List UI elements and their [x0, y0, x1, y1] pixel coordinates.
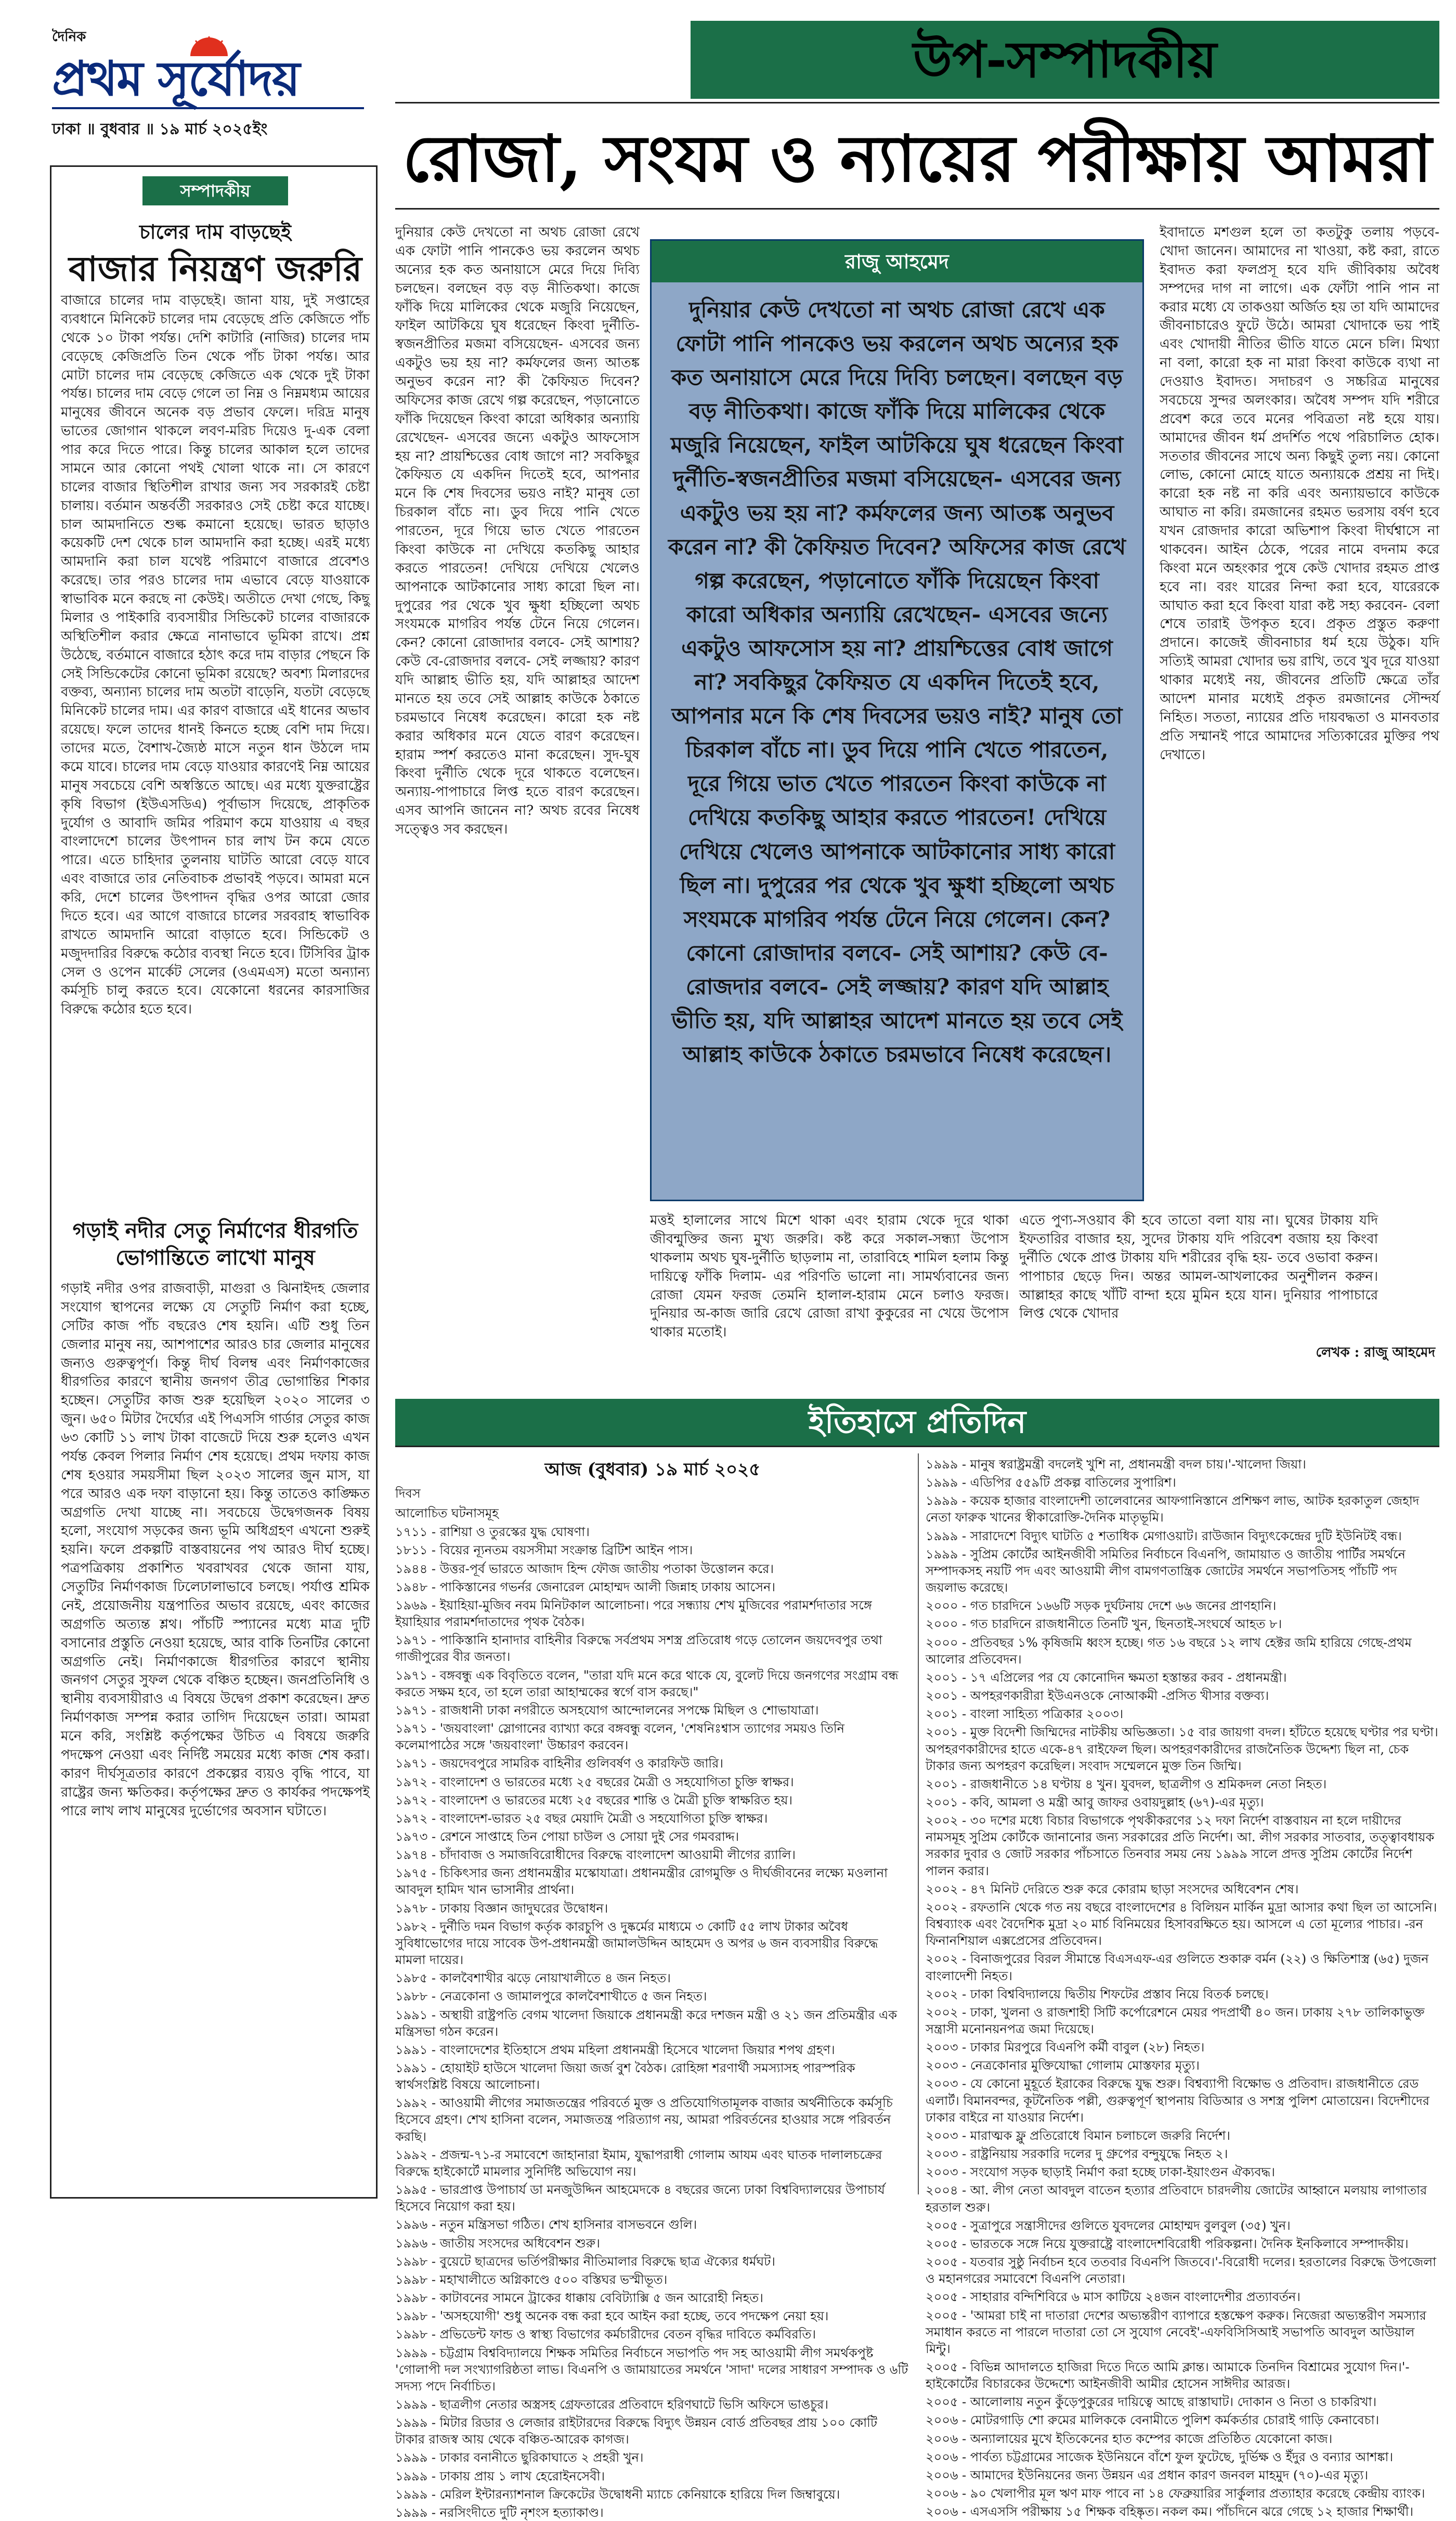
history-entry: ১৯৯৯ - মেরিল ইন্টারন্যাশনাল ক্রিকেটের উদ্বোধনী ম্যাচে কেনিয়াকে হারিয়ে দিল জিম্বাবুয়ে।	[395, 2487, 840, 2502]
history-entry: ১৯৯৯ - ঢাকায় প্রায় ১ লাখ হেরোইনসেবী।	[395, 2468, 605, 2484]
history-entry: ১৯৯২ - আওয়ামী লীগের সমাজতন্ত্রের পরিবর্তে মুক্ত ও প্রতিযোগিতামূলক বাজার অর্থনীতিকে কর্মসূচি হিসেবে গ্রহণ। শেখ হাসিনা বলেন, সমাজতন্ত্র পরিত্যাগ নয়, আমরা পরিবর্তনের হাওয়ার সঙ্গে পরিবর্তন করছি।	[395, 2096, 893, 2144]
divider	[395, 102, 1439, 103]
history-entry: ২০০২ - বিনাজপুরের বিরল সীমান্তে বিএসএফ-এর গুলিতে শুকারু বর্মন (২২) ও ক্ষিতিশাস্ত্র (৬৫) দুজন বাংলাদেশী নিহত।	[926, 1952, 1429, 1983]
history-entry: ১৯৭৪ - চাঁদাবাজ ও সমাজবিরোধীদের বিরুদ্ধে বাংলাদেশ আওয়ামী লীগের র‍্যালি।	[395, 1848, 796, 1863]
history-entry: ১৯৬৯ - ইয়াহিয়া-মুজিব নবম মিনিটকাল আলোচনা। পরে সন্ধ্যায় শেখ মুজিবের পরামর্শদাতার সঙ্গে ইয়াহিয়ার পরামর্শদাতাদের পৃথক বৈঠক।	[395, 1597, 872, 1630]
second-editorial-headline: গড়াই নদীর সেতু নির্মাণের ধীরগতি ভোগান্তিতে লাখো মানুষ	[72, 1218, 358, 1270]
history-entry: ১৯৯৫ - ভারপ্রাপ্ত উপাচার্য ডা মনজুউদ্দিন আহমেদকে ৪ বছরের জন্যে ঢাকা বিশ্ববিদ্যালয়ের উপাচার্য হিসেবে নিয়োগ করা হয়।	[395, 2182, 885, 2214]
editorial-box	[50, 165, 378, 2199]
history-entry: ১৯৪৪ - উত্তর-পূর্ব ভারতে আজাদ হিন্দ ফৌজ জাতীয় পতাকা উত্তোলন করে।	[395, 1561, 774, 1576]
history-entry: ২০০৩ - সংযোগ সড়ক ছাড়াই নির্মাণ করা হচ্ছে ঢাকা-ইয়াংগুন ঐক্যবদ্ধ।	[926, 2165, 1275, 2180]
history-entry: ১৭১১ - রাশিয়া ও তুরস্কের যুদ্ধ ঘোষণা।	[395, 1525, 590, 1540]
byline: রাজু আহমেদ	[652, 241, 1142, 282]
history-list	[926, 1456, 1439, 2520]
history-entry: ২০০৬ - মোটরগাড়ি শো রুমের মালিককে বেনামীতে পুলিশ কর্মকর্তার চোরাই গাড়ি কেনাবেচা।	[926, 2413, 1380, 2428]
history-entry: ১৯৯৯ - মিটার রিডার ও লেজার রাইটারদের বিরুদ্ধে বিদ্যুৎ উন্নয়ন বোর্ড প্রতিবছর প্রায় ১০০ কোটি টাকার রাজস্ব আয় থেকে বঞ্চিত-আরেক কাগজ।	[395, 2415, 877, 2447]
history-column-1	[395, 1482, 910, 2520]
brand-name: প্রথম সূর্যোদয়	[52, 50, 300, 107]
history-entry: ১৯৯৯ - ছাত্রলীগ নেতার অস্ত্রসহ গ্রেফতারের প্রতিবাদে হরিণঘাটে ভিসি অফিসে ভাঙচুর।	[395, 2397, 828, 2412]
article-column-2-text: মত্তই হালালের সাথে মিশে থাকা এবং হারাম থেকে দূরে থাকা জীবন্মুক্তির জন্য মুখ্য জরুরি। কষ্ট করে সকাল-সন্ধ্যা উপোস থাকলাম অথচ ঘুষ-দুর্নীতি ছাড়লাম না, তারাবিহে শামিল হলাম কিন্তু দায়িত্বে ফাঁকি দিলাম- এর পরিণতি ভালো না। সামর্থ্যবানের জন্য রোজা যেমন ফরজ তেমনি হালাল-হারাম মেনে চলাও ফরজ। দুনিয়ার অ-কাজ জারি রেখে রোজা রাখা কুকুরের না খেয়ে উপোস থাকার মতোই।	[650, 1213, 1009, 1341]
sub-editorial-banner	[691, 21, 1439, 99]
history-entry: ২০০৬ - আমাদের ইউনিয়নের জন্য উন্নয়ন এর প্রধান কারণ জনবল মাহমুদ (৭০)-এর মৃত্যু।	[926, 2467, 1368, 2483]
history-entry: ২০০৩ - ঢাকার মিরপুরে বিএনপি কর্মী বাবুল (২৮) নিহত।	[926, 2040, 1205, 2055]
divider	[395, 208, 1439, 210]
history-entry: ২০০৩ - নেত্রকোনার মুক্তিযোদ্ধা গোলাম মোস্তফার মৃত্যু।	[926, 2058, 1200, 2073]
history-entry: ২০০২ - ৩০ দশের মধ্যে বিচার বিভাগকে পৃথকীকরণের ১২ দফা নির্দেশ বাস্তবায়ন না হলে দায়ীদের নামসমূহ সুপ্রিম কোর্টকে জানানোর জন্য সরকারের প্রতি নির্দেশ। আ. লীগ সরকার সাতবার, তত্ত্বাবধায়ক সরকার দুবার ও জোট সরকার পাঁচসাতে তিনবার সময় নেয় ১৯৯৯ সালে প্রদত্ত সুপ্রিম কোর্টের নির্দেশ পালন করার।	[926, 1813, 1435, 1878]
history-column-2	[926, 1456, 1439, 2519]
article-column-4	[1160, 224, 1439, 1196]
history-entry: ১৯৯৯ - নরসিংদীতে দুটি নৃশংস হত্যাকাণ্ড।	[395, 2505, 604, 2520]
history-date: আজ (বুধবার) ১৯ মার্চ ২০২৫	[544, 1459, 761, 1480]
history-entry: ১৯৯৯ - চট্টগ্রাম বিশ্ববিদ্যালয়ে শিক্ষক সমিতির নির্বাচনে সভাপতি পদ সহ আওয়ামী লীগ সমর্থকপুষ্ট 'গোলাপী দল সংখ্যাগরিষ্ঠতা লাভ। বিএনপি ও জামায়াতের সমর্থনে 'সাদা' দলের সাধারণ সম্পাদক ও ৬টি সদস্য পদে নির্বাচিত।	[395, 2345, 908, 2394]
history-entry: ২০০৫ - যতবার সুষ্ঠু নির্বাচন হবে ততবার বিএনপি জিতবে।'-বিরোধী দলের। হরতালের বিরুদ্ধে উপজেলা ও মহানগরের সমাবেশে বিএনপি নেতারা।	[926, 2255, 1437, 2286]
editorial-badge: সম্পাদকীয়	[142, 176, 288, 205]
masthead	[52, 21, 364, 151]
brand-daily: দৈনিক	[52, 29, 86, 45]
history-entry: ২০০০ - গত চারদিনে ১৬৬টি সড়ক দুর্ঘটনায় দেশে ৬৬ জনের প্রাণহানি।	[926, 1599, 1277, 1614]
history-entry: ১৯৯৮ - কাটাবনের সামনে ট্রাকের ধাক্কায় বেবিট্যাক্সি ৫ জন আরোহী নিহত।	[395, 2291, 763, 2306]
history-entry: ১৯৭৫ - চিকিৎসার জন্য প্রধানমন্ত্রীর মস্কোযাত্রা। প্রধানমন্ত্রীর রোগমুক্তি ও দীর্ঘজীবনের লক্ষ্যে মওলানা আবদুল হামিদ খান ভাসানীর প্রার্থনা।	[395, 1866, 888, 1898]
pull-quote-text: দুনিয়ার কেউ দেখতো না অথচ রোজা রেখে এক ফোটা পানি পানকেও ভয় করলেন অথচ অন্যের হক কত অনায়াসে মেরে দিয়ে দিব্যি চলছেন। বলছেন বড় বড় নীতিকথা। কাজে ফাঁকি দিয়ে মালিকের থেকে মজুরি নিয়েছেন, ফাইল আটকিয়ে ঘুষ ধরেছেন কিংবা দুর্নীতি-স্বজনপ্রীতির মজমা বসিয়েছেন- এসবের জন্য একটুও ভয় হয় না? কর্মফলের জন্য আতঙ্ক অনুভব করেন না? কী কৈফিয়ত দিবেন? অফিসের কাজ রেখে গল্প করেছেন, পড়ানোতে ফাঁকি দিয়েছেন কিংবা কারো অধিকার অন্যায়ি রেখেছেন- এসবের জন্যে একটুও আফসোস হয় না? প্রায়শ্চিত্তের বোধ জাগে না? সবকিছুর কৈফিয়ত যে একদিন দিতেই হবে, আপনার মনে কি শেষ দিবসের ভয়ও নাই? মানুষ তো চিরকাল বাঁচে না। ডুব দিয়ে পানি খেতে পারতেন, দূরে গিয়ে ভাত খেতে পারতেন কিংবা কাউকে না দেখিয়ে কতকিছু আহার করতে পারতেন! দেখিয়ে দেখিয়ে খেলেও আপনাকে আটকানোর সাধ্য কারো ছিল না। দুপুরের পর থেকে খুব ক্ষুধা হচ্ছিলো অথচ সংযমকে মাগরিব পর্যন্ত টেনে নিয়ে গেলেন। কেন? কোনো রোজাদার বলবে- সেই আশায়? কেউ বে-রোজদার বলবে- সেই লজ্জায়? কারণ যদি আল্লাহ ভীতি হয়, যদি আল্লাহর আদেশ মানতে হয় তবে সেই আল্লাহ কাউকে ঠকাতে চরমভাবে নিষেধ করেছেন।	[668, 297, 1126, 1068]
history-section-label: আলোচিত ঘটনাসমূহ	[395, 1506, 499, 1521]
history-entry: ২০০৬ - এসএসসি পরীক্ষায় ১৫ শিক্ষক বহিষ্কৃত। নকল কম। পাঁচদিনে ঝরে গেছে ১২ হাজার শিক্ষার্থী।	[926, 2504, 1413, 2519]
history-entry: ১৯৯৮ - মহাখালীতে অগ্নিকাণ্ডে ৫০০ বস্তিঘর ভস্মীভূত।	[395, 2272, 668, 2287]
history-entry: ২০০১ - বাংলা সাহিত্য পত্রিকার ২০০৩।	[926, 1707, 1124, 1722]
history-entry: ১৯৭১ - বঙ্গবন্ধু এক বিবৃতিতে বলেন, "তারা যদি মনে করে থাকে যে, বুলেট দিয়ে জনগণের সংগ্রাম বন্ধ করতে সক্ষম হবে, তা হলে তারা আহাম্মকের স্বর্গে বাস করছে।"	[395, 1668, 899, 1699]
history-entry: ১৯৯৯ - কয়েক হাজার বাংলাদেশী তালেবানের আফগানিস্তানে প্রশিক্ষণ লাভ, আটক হরকাতুল জেহাদ নেতা ফারুক খানের স্বীকারোক্তি-দৈনিক মাতৃভূমি।	[926, 1493, 1420, 1525]
history-list	[395, 1524, 910, 2521]
history-entry: ১৯৭১ - জয়দেবপুরে সামরিক বাহিনীর গুলিবর্ষণ ও কারফিউ জারি।	[395, 1756, 723, 1771]
history-entry: ১৯৯৮ - বুয়েটে ছাত্রদের ভর্তিপরীক্ষার নীতিমালার বিরুদ্ধে ছাত্র ঐক্যের ধর্মঘট।	[395, 2254, 775, 2269]
history-entry: ১৯৯৯ - মানুষ স্বরাষ্ট্রমন্ত্রী বদলেই খুশি না, প্রধানমন্ত্রী বদল চায়।'-খালেদা জিয়া।	[926, 1457, 1306, 1472]
history-entry: ১৯৮৫ - কালবৈশাখীর ঝড়ে নোয়াখালীতে ৪ জন নিহত।	[395, 1971, 671, 1986]
history-entry: ১৯৮২ - দুর্নীতি দমন বিভাগ কর্তৃক কারচুপি ও দুষ্কর্মের মাধ্যমে ৩ কোটি ৫৫ লাখ টাকার অবৈধ সুবিধাভোগের দায়ে সাবেক উপ-প্রধানমন্ত্রী জামালউদ্দিন আহমেদ ও অপর ৬ জন ব্যবসায়ীর বিরুদ্ধে মামলা দায়ের।	[395, 1919, 878, 1968]
second-editorial-body	[61, 1280, 370, 2187]
article-column-3-text: এতে পুণ্য-সওয়াব কী হবে তাতো বলা যায় না। ঘুষের টাকায় যদি ইফতারির বাজার হয়, সুদের টাকায় যদি পরিবেশ বজায় হয় কিংবা দুর্নীতি থেকে প্রাপ্ত টাকায় যদি শরীরের বৃদ্ধি হয়- তবে ওভাবা করুন। পাপাচার ছেড়ে দিন। অন্তর আমল-আখলাকের অনুশীলন করুন। আল্লাহর কাছে খাঁটি বান্দা হয়ে মুমিন হয়ে যান। দুনিয়ার পাপাচারে লিপ্ত থেকে খোদার	[1019, 1213, 1378, 1322]
history-entry: ২০০৩ - রাষ্ট্রনিয়ায় সরকারি দলের দু গ্রুপের বন্দুযুদ্ধে নিহত ২।	[926, 2147, 1228, 2162]
history-entry: ১৯৯১ - বাংলাদেশের ইতিহাসে প্রথম মহিলা প্রধানমন্ত্রী হিসেবে খালেদা জিয়ার শপথ গ্রহণ।	[395, 2042, 835, 2057]
editorial-body-text: বাজারে চালের দাম বাড়ছেই। জানা যায়, দুই সপ্তাহের ব্যবধানে মিনিকেট চালের দাম বেড়েছে প্রতি কেজিতে পাঁচ থেকে ১০ টাকা পর্যন্ত। দেশি কাটারি (নাজির) চালের দাম বেড়েছে কেজিপ্রতি তিন থেকে পাঁচ টাকা পর্যন্ত। আর মোটা চালের দাম বেড়েছে কেজিতে এক থেকে দুই টাকা পর্যন্ত। চালের দাম বেড়ে গেলে তা নিম্ন ও নিম্নমধ্যম আয়ের মানুষের জীবনে অনেক বড় প্রভাব ফেলে। দরিদ্র মানুষ ভাতের জোগান থাকলে লবণ-মরিচ দিয়েও দু-এক বেলা পার করে দিতে পারে। কিন্তু চালের আকাল হলে তাদের সামনে আর কোনো পথই খোলা থাকে না। সে কারণে চালের বাজার স্থিতিশীল রাখার জন্য সব সরকারই চেষ্টা চালায়। বর্তমান অন্তর্বর্তী সরকারও সেই চেষ্টা করে যাচ্ছে। চাল আমদানিতে শুল্ক কমানো হয়েছে। ভারত ছাড়াও কয়েকটি দেশ থেকে চাল আমদানি করা হচ্ছে। এরই মধ্যে আমদানি করা চাল যথেষ্ট পরিমাণে বাজারে প্রবেশও করেছে। তার পরও চালের দাম এভাবে বেড়ে যাওয়াকে স্বাভাবিক মনে করছে না কেউই। অতীতে দেখা গেছে, কিছু মিলার ও পাইকারি ব্যবসায়ীর সিন্ডিকেট চালের বাজারকে অস্থিতিশীল করার ক্ষেত্রে নানাভাবে ভূমিকা রাখে। প্রশ্ন উঠেছে, বর্তমানে বাজারে হঠাৎ করে দাম বাড়ার পেছনে কি সেই সিন্ডিকেটের কোনো ভূমিকা রয়েছে? অবশ্য মিলারদের বক্তব্য, অন্যান্য চালের দাম অতটা বাড়েনি, যতটা বেড়েছে মিনিকেট চালের দাম। এর কারণ বাজারে এই ধানের অভাব রয়েছে। ফলে তাদের ধানই কিনতে হচ্ছে বেশি দাম দিয়ে। তাদের মতে, বৈশাখ-জ্যৈষ্ঠ মাসে নতুন ধান উঠলে দাম কমে যাবে। চালের দাম বেড়ে যাওয়ার কারণেই নিম্ন আয়ের মানুষ সবচেয়ে বেশি অস্বস্তিতে আছে। এর মধ্যে যুক্তরাষ্ট্রের কৃষি বিভাগ (ইউএসডিএ) পূর্বাভাস দিয়েছে, প্রাকৃতিক দুর্যোগ ও আবাদি জমির পরিমাণ কমে যাওয়ায় এ বছর বাংলাদেশে চালের উৎপাদন চার লাখ টন কমে যেতে পারে। এতে চাহিদার তুলনায় ঘাটতি আরো বেড়ে যাবে এবং বাজারে তার নেতিবাচক প্রভাবই পড়বে। আমরা মনে করি, দেশে চালের উৎপাদন বৃদ্ধির ওপর আরো জোর দিতে হবে। এর আগে বাজারে চালের সরবরাহ স্বাভাবিক রাখতে আমদানি আরো বাড়াতে হবে। সিন্ডিকেট ও মজুদদারির বিরুদ্ধে কঠোর ব্যবস্থা নিতে হবে। টিসিবির ট্রাক সেল ও ওপেন মার্কেট সেলের (ওএমএস) মতো অন্যান্য কর্মসূচি চালু করতে হবে। যেকোনো ধরনের কারসাজির বিরুদ্ধে কঠোর হতে হবে।	[61, 293, 370, 1018]
history-entry: ২০০৫ - ভারতকে সঙ্গে নিয়ে যুক্তরাষ্ট্রে বাংলাদেশবিরোধী পরিকল্পনা। দৈনিক ইনকিলাবে সম্পাদকীয়।	[926, 2236, 1409, 2251]
history-entry: ১৯৯৯ - এডিপির ৫৫৯টি প্রকল্প বাতিলের সুপারিশ।	[926, 1475, 1176, 1490]
sub-editorial-banner-text: উপ-সম্পাদকীয়	[913, 30, 1217, 89]
history-entry: ১৯৯২ - প্রজন্ম-৭১-র সমাবেশে জাহানারা ইমাম, যুদ্ধাপরাধী গোলাম আযম এবং ঘাতক দালালচক্রের বিরুদ্ধে হাইকোর্টে মামলার সুনির্দিষ্ট অভিযোগ নয়।	[395, 2147, 882, 2179]
history-entry: ১৯৯৮ - 'অসহযোগী' শুধু অনেক বন্ধ করা হবে আইন করা হচ্ছে, তবে পদক্ষেপ নেয়া হয়।	[395, 2309, 829, 2324]
history-section-label: দিবস	[395, 1486, 421, 1501]
article-column-4-text: ইবাদাতে মশগুল হলে তা কতটুকু তলায় পড়বে- খোদা জানেন। আমাদের না খাওয়া, কষ্ট করা, রাতে ইবাদত করা ফলপ্রসূ হবে যদি জীবিকায় অবৈধ সম্পদের দাগ না লাগে। এক ফোঁটা পানি পান না করার মধ্যে যে তাকওয়া অর্জিত হয় তা যদি আমাদের জীবনাচারেও ফুটে উঠে। আমরা খোদাকে ভয় পাই এবং খোদায়ী নীতির ভীতি যাতে মেনে চলি। মিথ্যা না বলা, কারো হক না মারা কিংবা কাউকে ব্যথা না দেওয়াও ইবাদত। সদাচরণ ও সচ্চরিত্র মানুষের সবচেয়ে সুন্দর অলংকার। অবৈধ সম্পদ যদি শরীরে প্রবেশ করে তবে মনের পবিত্রতা নষ্ট হয়ে যায়। আমাদের জীবন ধর্ম প্রদর্শিত পথে পরিচালিত হোক। সততার জীবনের সাথে অন্য কিছুই তুল্য নয়। কোনো লোভ, কোনো মোহে যাতে অন্যায়কে প্রশ্রয় না দিই। কারো হক নষ্ট না করি এবং অন্যায়ভাবে কাউকে আঘাত না করি। রমজানের রহমত ভরসায় বর্ষণ হবে যখন রোজদার কারো অভিশাপ কিংবা দীর্ঘশ্বাসে না থাকবেন। আইন ঠেকে, পরের নামে বদনাম করে কিংবা মনে অহংকার পুষে কেউ খোদার রহমত প্রাপ্ত হবে না। বরং যারের নিন্দা করা হবে, যারেরকে আঘাত করা হবে কিংবা যারা কষ্ট সহ্য করবেন- বেলা শেষে তারাই উপকৃত হবে। প্রকৃত প্রস্তুত করুণা প্রদানে। কাজেই জীবনাচার ধর্ম হয়ে উঠুক। যদি সত্যিই আমরা খোদার ভয় রাখি, তবে খুব দূরে যাওয়া থাকার মধ্যেই নয়, জীবনের প্রতিটি ক্ষেত্রে তাঁর আদেশ মানার মধ্যেই প্রকৃত রমজানের সৌন্দর্য নিহিত। সততা, ন্যায়ের প্রতি দায়বদ্ধতা ও মানবতার প্রতি সম্মানই পারে আমাদের সত্যিকারের মুক্তির পথ দেখাতে।	[1160, 225, 1439, 763]
divider	[395, 1446, 1439, 1447]
author-credit: লেখক : রাজু আহমেদ	[1316, 1345, 1435, 1360]
history-banner: ইতিহাসে প্রতিদিন	[395, 1399, 1439, 1446]
history-entry: ১৯৭১ - 'জয়বাংলা' স্লোগানের ব্যাখ্যা করে বঙ্গবন্ধু বলেন, 'শেষনিঃশ্বাস ত্যাগের সময়ও তিনি কলেমাপাঠের সঙ্গে 'জয়বাংলা' উচ্চারণ করবেন।	[395, 1721, 844, 1753]
article-column-2	[650, 1212, 1009, 1383]
history-entry: ১৯৭২ - বাংলাদেশ-ভারত ২৫ বছর মেয়াদি মৈত্রী ও সহযোগিতা চুক্তি স্বাক্ষর।	[395, 1811, 768, 1826]
history-entry: ২০০৪ - আ. লীগ নেতা আবদুল বাতেন হত্যার প্রতিবাদে চারদলীয় জোটের আহ্বানে মলয়ায় লাগাতার হরতাল শুরু।	[926, 2183, 1427, 2215]
history-entry: ১৯৭২ - বাংলাদেশ ও ভারতের মধ্যে ২৫ বছরের মৈত্রী ও সহযোগিতা চুক্তি স্বাক্ষর।	[395, 1774, 794, 1789]
history-entry: ২০০১ - রাজধানীতে ১৪ ঘণ্টায় ৪ খুন। যুবদল, ছাত্রলীগ ও শ্রমিকদল নেতা নিহত।	[926, 1776, 1327, 1791]
history-entry: ২০০৬ - পার্বত্য চট্টগ্রামের সাজেক ইউনিয়নে বাঁশে ফুল ফুটেছে, দুর্ভিক্ষ ও ইঁদুর ও বন্যার আশঙ্কা।	[926, 2449, 1393, 2464]
history-entry: ২০০২ - ঢাকা, খুলনা ও রাজশাহী সিটি কর্পোরেশনে মেয়র পদপ্রার্থী ৪০ জন। ঢাকায় ২৭৮ তালিকাভুক্ত সন্ত্রাসী মনোনয়নপত্র জমা দিয়েছে।	[926, 2005, 1425, 2036]
column-divider	[918, 1453, 919, 2194]
history-entry: ১৯৯৯ - সারাদেশে বিদ্যুৎ ঘাটতি ৫ শতাধিক মেগাওয়াট। রাউজান বিদ্যুৎকেন্দ্রের দুটি ইউনিটই বন্ধ।	[926, 1528, 1402, 1543]
history-entry: ১৯৪৮ - পাকিস্তানের গভর্নর জেনারেল মোহাম্মদ আলী জিন্নাহ ঢাকায় আসেন।	[395, 1579, 775, 1594]
second-editorial-body-text: গড়াই নদীর ওপর রাজবাড়ী, মাগুরা ও ঝিনাইদহ জেলার সংযোগ স্থাপনের লক্ষ্যে যে সেতুটি নির্মাণ করা হচ্ছে, সেটির কাজ পাঁচ বছরেও শেষ হয়নি। এটি শুধু তিন জেলার মানুষ নয়, আশপাশের আরও চার জেলার মানুষের জন্যও গুরুত্বপূর্ণ। কিন্তু দীর্ঘ বিলম্ব এবং নির্মাণকাজের ধীরগতির কারণে স্থানীয় জনগণ তীব্র ভোগান্তির শিকার হচ্ছেন। সেতুটির কাজ শুরু হয়েছিল ২০২০ সালের ৩ জুন। ৬৫০ মিটার দৈর্ঘ্যের এই পিএসসি গার্ডার সেতুর কাজ ৬৩ কোটি ১১ লাখ টাকা বাজেটে দিয়ে শুরু হলেও এখন পর্যন্ত কেবল পিলার নির্মাণ শেষ হয়েছে। প্রথম দফায় কাজ শেষ হওয়ার সময়সীমা ছিল ২০২৩ সালের জুন মাস, যা পরে আরও এক দফা বাড়ানো হয়। কিন্তু তাতেও কাঙ্ক্ষিত অগ্রগতি দেখা যাচ্ছে না। সবচেয়ে উদ্বেগজনক বিষয় হলো, সংযোগ সড়কের জন্য ভূমি অধিগ্রহণ এখনো শুরুই হয়নি। ফলে প্রকল্পটি বাস্তবায়নের পথ আরও দীর্ঘ হচ্ছে। পত্রপত্রিকায় প্রকাশিত খবরাখবর থেকে জানা যায়, সেতুটির নির্মাণকাজ ঢিলেঢালাভাবে চলছে। পর্যাপ্ত শ্রমিক নেই, প্রয়োজনীয় যন্ত্রপাতির অভাব রয়েছে, এবং কাজের অগ্রগতি অত্যন্ত শ্লথ। পাঁচটি স্প্যানের মধ্যে মাত্র দুটি বসানোর প্রস্তুতি নেওয়া হয়েছে, আর বাকি তিনটির কোনো অগ্রগতি নেই। নির্মাণকাজে ধীরগতির কারণে স্থানীয় জনগণ সেতুর সুফল থেকে বঞ্চিত হচ্ছেন। জনপ্রতিনিধি ও স্থানীয় ব্যবসায়ীরাও এ বিষয়ে উদ্বেগ প্রকাশ করেছেন। দ্রুত নির্মাণকাজ সম্পন্ন করার তাগিদ দিয়েছেন তারা। আমরা মনে করি, সংশ্লিষ্ট কর্তৃপক্ষের উচিত এ বিষয়ে জরুরি পদক্ষেপ নেওয়া এবং নির্দিষ্ট সময়ের মধ্যে কাজ শেষ করা। কারণ দীর্ঘসূত্রতার কারণে প্রকল্পের ব্যয়ও বৃদ্ধি পাবে, যা রাষ্ট্রের জন্য ক্ষতিকর। কর্তৃপক্ষের দ্রুত ও কার্যকর পদক্ষেপই পারে লাখ লাখ মানুষের দুর্ভোগের অবসান ঘটাতে।	[61, 1281, 370, 1819]
history-entry: ১৯৭২ - বাংলাদেশ ও ভারতের মধ্যে ২৫ বছরের শান্তি ও মৈত্রী চুক্তি স্বাক্ষরিত হয়।	[395, 1792, 792, 1808]
history-entry: ১৯৭১ - রাজধানী ঢাকা নগরীতে অসহযোগ আন্দোলনের সপক্ষে মিছিল ও শোভাযাত্রা।	[395, 1703, 819, 1718]
history-entry: ২০০০ - প্রতিবছর ১% কৃষিজমি ধ্বংস হচ্ছে। গত ১৬ বছরে ১২ লাখ হেক্টর জমি হারিয়ে গেছে-প্রথম আলোর প্রতিবেদন।	[926, 1635, 1412, 1667]
history-entry: ১৮১১ - বিয়ের ন্যূনতম বয়সসীমা সংক্রান্ত ব্রিটিশ আইন পাস।	[395, 1543, 693, 1558]
history-entry: ২০০৩ - যে কোনো মুহূর্তে ইরাকের বিরুদ্ধে যুদ্ধ শুরু। বিশ্বব্যাপী বিক্ষোভ ও প্রতিবাদ। রাজধানীতে রেড এলার্ট। বিমানবন্দর, কূটনৈতিক পল্লী, গুরুত্বপূর্ণ স্থাপনায় বিডিআর ও সশস্ত্র পুলিশ মোতায়েন। বিদেশীদের ঢাকার বাইরে না যাওয়ার নির্দেশ।	[926, 2076, 1429, 2125]
history-entry: ২০০৬ - ৯০ খেলাপীর মূল ঋণ মাফ পাবে না ১৪ ফেব্রুয়ারির সার্কুলার প্রত্যাহার করেছে কেন্দ্রীয় ব্যাংক।	[926, 2486, 1425, 2501]
article-headline: রোজা, সংযম ও ন্যায়ের পরীক্ষায় আমরা	[402, 121, 1432, 197]
history-entry: ১৯৯৯ - ঢাকার বনানীতে ছুরিকাঘাতে ২ প্রহরী খুন।	[395, 2450, 644, 2465]
brand-underline	[52, 107, 364, 109]
dateline: ঢাকা ॥ বুধবার ॥ ১৯ মার্চ ২০২৫ইং	[52, 120, 268, 138]
history-entry: ২০০৫ - সাহারার বন্দিশিবিরে ৬ মাস কাটিয়ে ২৪জন বাংলাদেশীর প্রত্যাবর্তন।	[926, 2290, 1301, 2305]
article-column-1	[395, 224, 640, 1154]
history-entry: ২০০৫ - 'আমরা চাই না দাতারা দেশের অভ্যন্তরীণ ব্যাপারে হস্তক্ষেপ করুক। নিজেরা অভ্যন্তরীণ সমস্যার সমাধান করতে না পারলে দাতারা তো সে সুযোগ নেবেই'-এফবিসিসিআই সভাপতি আবদুল আউয়াল মিন্টু।	[926, 2308, 1426, 2356]
editorial-headline: বাজার নিয়ন্ত্রণ জরুরি	[68, 249, 362, 289]
history-entry: ২০০১ - কবি, আমলা ও মন্ত্রী আবু জাফর ওবায়দুল্লাহ (৬৭)-এর মৃত্যু।	[926, 1795, 1264, 1810]
history-entry: ২০০৫ - বিভিন্ন আদালতে হাজিরা দিতে দিতে আমি ক্লান্ত। আমাকে তিনদিন বিশ্রামের সুযোগ দিন।'-হাইকোর্টের বিচারকের উদ্দেশ্যে আইনজীবী আমীর হোসেন সাঈদীর আরজ।	[926, 2359, 1410, 2392]
history-entry: ২০০০ - গত চারদিনে রাজধানীতে তিনটি খুন, ছিনতাই-সংঘর্ষে আহত ৮।	[926, 1617, 1282, 1632]
history-entry: ১৯৭১ - পাকিস্তানি হানাদার বাহিনীর বিরুদ্ধে সর্বপ্রথম সশস্ত্র প্রতিরোধ গড়ে তোলেন জয়দেবপুর তথা গাজীপুরের বীর জনতা।	[395, 1633, 882, 1665]
history-entry: ২০০২ - ৪৭ মিনিট দেরিতে শুরু করে কোরাম ছাড়া সংসদের অধিবেশন শেষ।	[926, 1881, 1299, 1896]
history-entry: ২০০৫ - আলোলায় নতুন কুঁড়েপুকুরের দায়িত্বে আছে রাস্তাঘাট। দোকান ও নিতা ও চাকরিখা।	[926, 2395, 1377, 2410]
history-entry: ১৯৮৮ - নেত্রকোনা ও জামালপুরে কালবৈশাখীতে ৫ জন নিহত।	[395, 1989, 707, 2004]
history-entry: ২০০১ - অপহরণকারীরা ইউএনওকে নোআকমী -প্রসিত খীসার বক্তব্য।	[926, 1688, 1269, 1704]
history-entry: ১৯৯৯ - সুপ্রিম কোর্টের আইনজীবী সমিতির নির্বাচনে বিএনপি, জামায়াত ও জাতীয় পার্টির সমর্থনে সম্পাদকসহ নয়টি পদ এবং আওয়ামী লীগ বামগণতান্ত্রিক জোটের সমর্থনে সভাপতিসহ পাঁচটি পদ জয়লাভ করেছে।	[926, 1547, 1406, 1595]
editorial-body	[61, 292, 370, 1212]
history-entry: ১৯৯৬ - নতুন মন্ত্রিসভা গঠিত। শেখ হাসিনার বাসভবনে গুলি।	[395, 2217, 697, 2232]
history-entry: ২০০২ - রফতানি থেকে গত নয় বছরে বাংলাদেশের ৪ বিলিয়ন মার্কিন মুদ্রা আসার কথা ছিল তা আসেনি। বিশ্বব্যাংক এবং বৈদেশিক মুদ্রা ২০ মার্চ বিনিময়ের হিসাবরক্ষিতে হয়। আসলে এ তো মূল্যের পাচার। -রন ফিনানশিয়াল এক্সপ্রেসের প্রতিবেদন।	[926, 1900, 1437, 1948]
history-entry: ১৯৯১ - হোয়াইট হাউসে খালেদা জিয়া জর্জ বুশ বৈঠক। রোহিঙ্গা শরণার্থী সমস্যাসহ পারস্পরিক স্বার্থসংশ্লিষ্ট বিষয়ে আলোচনা।	[395, 2061, 855, 2093]
history-entry: ২০০৩ - মারাত্মক ফ্লু প্রতিরোধে বিমান চলাচলে জরুরি নির্দেশ।	[926, 2128, 1230, 2143]
editorial-kicker: চালের দাম বাড়ছেই	[139, 220, 291, 243]
history-entry: ১৯৭৩ - রেশনে সাপ্তাহে তিন পোয়া চাউল ও সোয়া দুই সের গমবরাদ্দ।	[395, 1829, 739, 1844]
history-entry: ২০০৫ - সুত্রাপুরে সন্ত্রাসীদের গুলিতে যুবদলের মোহাম্মদ বুলবুল (৩৫) খুন।	[926, 2218, 1291, 2233]
history-entry: ১৯৭৮ - ঢাকায় বিজ্ঞান জাদুঘরের উদ্বোধন।	[395, 1901, 608, 1916]
history-entry: ১৯৯১ - অস্থায়ী রাষ্ট্রপতি বেগম খালেদা জিয়াকে প্রধানমন্ত্রী করে দশজন মন্ত্রী ও ২১ জন প্রতিমন্ত্রীর এক মন্ত্রিসভা গঠন করেন।	[395, 2007, 898, 2039]
history-entry: ১৯৯৬ - জাতীয় সংসদের অধিবেশন শুরু।	[395, 2236, 600, 2251]
history-entry: ২০০২ - ঢাকা বিশ্ববিদ্যালয়ে দ্বিতীয় শিফটের প্রস্তাব নিয়ে বিতর্ক চলছে।	[926, 1986, 1269, 2002]
history-entry: ২০০১ - ১৭ এপ্রিলের পর যে কোনোদিন ক্ষমতা হস্তান্তর করব - প্রধানমন্ত্রী।	[926, 1670, 1287, 1685]
article-column-1-text: দুনিয়ার কেউ দেখতো না অথচ রোজা রেখে এক ফোটা পানি পানকেও ভয় করলেন অথচ অন্যের হক কত অনায়াসে মেরে দিয়ে দিব্যি চলছেন। বলছেন বড় বড় নীতিকথা। কাজে ফাঁকি দিয়ে মালিকের থেকে মজুরি নিয়েছেন, ফাইল আটকিয়ে ঘুষ ধরেছেন কিংবা দুর্নীতি-স্বজনপ্রীতির মজমা বসিয়েছেন- এসবের জন্য একটুও ভয় হয় না? কর্মফলের জন্য আতঙ্ক অনুভব করেন না? কী কৈফিয়ত দিবেন? অফিসের কাজ রেখে গল্প করেছেন, পড়ানোতে ফাঁকি দিয়েছেন কিংবা কারো অধিকার অন্যায়ি রেখেছেন- এসবের জন্যে একটুও আফসোস হয় না? প্রায়শ্চিত্তের বোধ জাগে না? সবকিছুর কৈফিয়ত যে একদিন দিতেই হবে, আপনার মনে কি শেষ দিবসের ভয়ও নাই? মানুষ তো চিরকাল বাঁচে না। ডুব দিয়ে পানি খেতে পারতেন, দূরে গিয়ে ভাত খেতে পারতেন কিংবা কাউকে না দেখিয়ে কতকিছু আহার করতে পারতেন! দেখিয়ে দেখিয়ে খেলেও আপনাকে আটকানোর সাধ্য কারো ছিল না। দুপুরের পর থেকে খুব ক্ষুধা হচ্ছিলো অথচ সংযমকে মাগরিব পর্যন্ত টেনে নিয়ে গেলেন। কেন? কোনো রোজাদার বলবে- সেই আশায়? কেউ বে-রোজদার বলবে- সেই লজ্জায়? কারণ যদি আল্লাহ ভীতি হয়, যদি আল্লাহর আদেশ মানতে হয় তবে সেই আল্লাহ কাউকে ঠকাতে চরমভাবে নিষেধ করেছেন। কারো হক নষ্ট করার অধিকার মনে যেতে বারণ করেছেন। হারাম স্পর্শ করতেও মানা করেছেন। সুদ-ঘুষ কিংবা দুর্নীতি থেকে দূরে থাকতে বলেছেন। অন্যায়-পাপাচারে লিপ্ত হতে বারণ করেছেন। এসব আপনি জানেন না? অথচ রবের নিষেধ সত্ত্বেও সব করছেন।	[395, 225, 640, 837]
history-entry: ২০০১ - মুক্ত বিদেশী জিম্মিদের নাটকীয় অভিজ্ঞতা। ১৫ বার জায়গা বদল। হাঁটতে হয়েছে ঘণ্টার পর ঘণ্টা। অপহরণকারীদের হাতে একে-৪৭ রাইফেল ছিল। অপহরণকারীদের রাজনৈতিক উদ্দেশ্য ছিল না, চেক টাকার জন্য অপহরণ করেছিল। সংবাদ সম্মেলনে মুক্ত তিন জিম্মি।	[926, 1725, 1438, 1773]
pull-quote-box	[650, 239, 1144, 1201]
history-entry: ১৯৯৮ - প্রভিডেন্ট ফান্ড ও স্বাস্থ্য বিভাগের কর্মচারীদের বেতন বৃদ্ধির দাবিতে কর্মবিরতি।	[395, 2327, 816, 2342]
history-entry: ২০০৬ - অন্যালায়ের মুখে ইতিকেনের হাত কম্পের কাজে প্রতিষ্ঠিত যেকোনো কাজ।	[926, 2431, 1333, 2446]
